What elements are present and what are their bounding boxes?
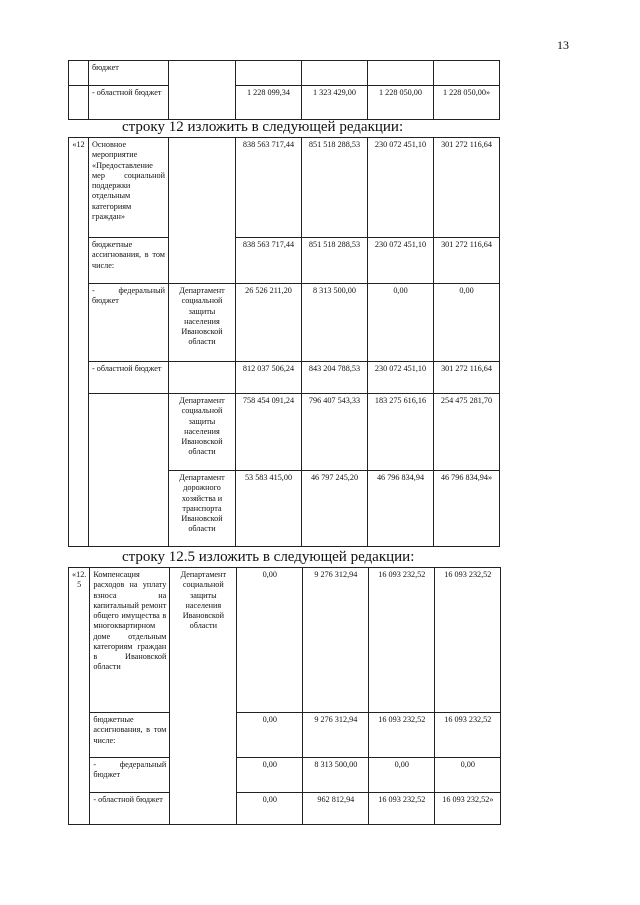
row-name: - областной бюджет [89, 86, 169, 120]
row-department [169, 362, 236, 394]
row-name [89, 394, 169, 547]
row-name: - областной бюджет [89, 362, 169, 394]
value-2022: 1 228 050,00» [434, 86, 500, 120]
table-row [69, 284, 500, 362]
row-name: - федеральный бюджет [89, 284, 169, 362]
row-name: Основное мероприятие «Предоставление мер социальной поддержки отдельным категориям граждан» [89, 138, 169, 238]
value-2019: 838 563 717,44 [236, 138, 302, 238]
value-2021: 46 796 834,94 [368, 471, 434, 547]
table-row [69, 86, 500, 120]
table-row-12-5 [68, 567, 501, 825]
heading-row-12-5: строку 12.5 изложить в следующей редакции: [122, 549, 415, 565]
row-department: Департамент социальной защиты населения Ивановской области [170, 568, 237, 825]
value-2022: 0,00 [435, 758, 501, 793]
value-2020: 1 323 429,00 [302, 86, 368, 120]
row-department: Департамент социальной защиты населения Ивановской области [169, 394, 236, 471]
value-2022: 16 093 232,52 [435, 568, 501, 713]
value-2019: 758 454 091,24 [236, 394, 302, 471]
value-2022: 301 272 116,64 [434, 362, 500, 394]
table-row-12 [68, 137, 500, 547]
value-2019: 0,00 [237, 713, 303, 758]
value-2020: 796 407 543,33 [302, 394, 368, 471]
row-department: Департамент социальной защиты населения Ивановской области [169, 284, 236, 362]
table-row [69, 362, 500, 394]
value-2020: 8 313 500,00 [302, 284, 368, 362]
row-department [169, 61, 236, 120]
value-2019: 812 037 506,24 [236, 362, 302, 394]
value-2020: 962 812,94 [303, 793, 369, 825]
value-2021: 16 093 232,52 [369, 568, 435, 713]
row-name: Компенсация расходов на уплату взноса на капитальный ремонт общего имущества в многоквартирном доме отдельным категориям граждан в Ивановской области [90, 568, 170, 713]
table-row [69, 61, 500, 86]
row-name: бюджет [89, 61, 169, 86]
table-row [69, 138, 500, 238]
row-number [69, 61, 89, 86]
value-2020: 851 518 288,53 [302, 238, 368, 284]
value-2019: 0,00 [237, 568, 303, 713]
value-2021: 230 072 451,10 [368, 138, 434, 238]
value-2021: 1 228 050,00 [368, 86, 434, 120]
value-2021: 0,00 [369, 758, 435, 793]
value-2021: 230 072 451,10 [368, 238, 434, 284]
table-row [69, 238, 500, 284]
value-2021: 230 072 451,10 [368, 362, 434, 394]
row-number: «12 [69, 138, 89, 547]
table-row [69, 394, 500, 471]
value-2022: 46 796 834,94» [434, 471, 500, 547]
value-2019: 0,00 [237, 793, 303, 825]
table-row [69, 713, 501, 758]
value-2020: 46 797 245,20 [302, 471, 368, 547]
value-2021: 183 275 616,16 [368, 394, 434, 471]
value-2020: 843 204 788,53 [302, 362, 368, 394]
value-2019 [236, 61, 302, 86]
value-2020: 851 518 288,53 [302, 138, 368, 238]
value-2021 [368, 61, 434, 86]
value-2021: 0,00 [368, 284, 434, 362]
value-2020 [302, 61, 368, 86]
row-department: Департамент дорожного хозяйства и транспорта Ивановской области [169, 471, 236, 547]
value-2022: 16 093 232,52 [435, 713, 501, 758]
value-2022: 301 272 116,64 [434, 238, 500, 284]
value-2022: 16 093 232,52» [435, 793, 501, 825]
table-row [69, 793, 501, 825]
value-2019: 0,00 [237, 758, 303, 793]
row-name: - областной бюджет [90, 793, 170, 825]
value-2019: 1 228 099,34 [236, 86, 302, 120]
value-2022: 254 475 281,70 [434, 394, 500, 471]
table-row [69, 568, 501, 713]
value-2021: 16 093 232,52 [369, 793, 435, 825]
value-2022 [434, 61, 500, 86]
row-name: бюджетные ассигнования, в том числе: [90, 713, 170, 758]
value-2022: 301 272 116,64 [434, 138, 500, 238]
row-name: - федеральный бюджет [90, 758, 170, 793]
page-number: 13 [557, 38, 569, 52]
value-2019: 53 583 415,00 [236, 471, 302, 547]
value-2020: 9 276 312,94 [303, 568, 369, 713]
table-fragment-top [68, 60, 500, 120]
value-2020: 9 276 312,94 [303, 713, 369, 758]
row-number [69, 86, 89, 120]
value-2019: 26 526 211,20 [236, 284, 302, 362]
row-number: «12. 5 [69, 568, 90, 825]
value-2020: 8 313 500,00 [303, 758, 369, 793]
table-row [69, 758, 501, 793]
heading-row-12: строку 12 изложить в следующей редакции: [122, 119, 404, 135]
value-2021: 16 093 232,52 [369, 713, 435, 758]
row-department [169, 138, 236, 284]
value-2019: 838 563 717,44 [236, 238, 302, 284]
row-name: бюджетные ассигнования, в том числе: [89, 238, 169, 284]
value-2022: 0,00 [434, 284, 500, 362]
